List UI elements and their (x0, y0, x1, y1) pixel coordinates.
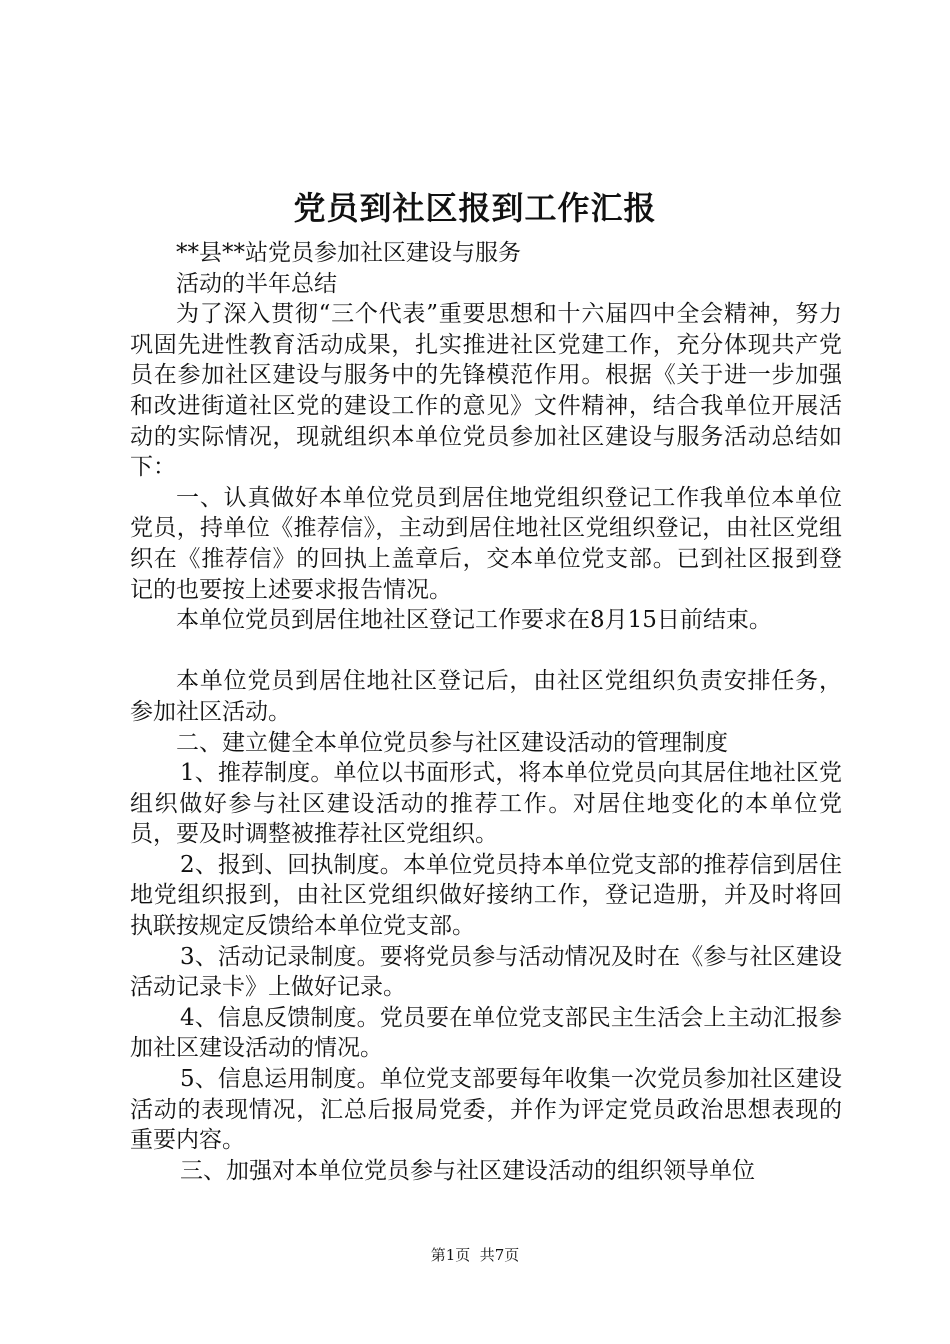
paragraph-after-registration: 本单位党员到居住地社区登记后，由社区党组织负责安排任务，参加社区活动。 (130, 668, 842, 725)
subtitle-line-2: 活动的半年总结 (176, 270, 337, 297)
page-number: 第1页 共7页 (430, 1246, 520, 1264)
paragraph-rule-3: 3、活动记录制度。要将党员参与活动情况及时在《参与社区建设活动记录卡》上做好记录。 (130, 943, 842, 1001)
paragraph-rule-5: 5、信息运用制度。单位党支部要每年收集一次党员参加社区建设活动的表现情况，汇总后报局党委，并作为评定党员政治思想表现的重要内容。 (130, 1066, 842, 1154)
heading-section-2: 二、建立健全本单位党员参与社区建设活动的管理制度 (176, 729, 728, 756)
paragraph-intro: 为了深入贯彻“三个代表”重要思想和十六届四中全会精神，努力巩固先进性教育活动成果，扎实推进社区党建工作，充分体现共产党员在参加社区建设与服务中的先锋模范作用。根据《关于进一步加强和改进街道社区党的建设工作的意见》文件精神，结合我单位开展活动的实际情况，现就组织本单位党员参加社区建设与服务活动总结如下： (130, 301, 842, 481)
document-body (130, 238, 842, 1186)
heading-section-3: 三、加强对本单位党员参与社区建设活动的组织领导单位 (180, 1157, 755, 1184)
paragraph-spacer (130, 636, 842, 667)
document-title: 党员到社区报到工作汇报 (293, 189, 657, 227)
paragraph-rule-2: 2、报到、回执制度。本单位党员持本单位党支部的推荐信到居住地党组织报到，由社区党组织做好接纳工作，登记造册，并及时将回执联按规定反馈给本单位党支部。 (130, 851, 842, 940)
paragraph-section-1: 一、认真做好本单位党员到居住地党组织登记工作我单位本单位党员，持单位《推荐信》，主动到居住地社区党组织登记，由社区党组织在《推荐信》的回执上盖章后，交本单位党支部。已到社区报到登记的也要按上述要求报告情况。 (130, 484, 842, 603)
subtitle-line-1: **县**站党员参加社区建设与服务 (176, 240, 521, 266)
paragraph-rule-1: 1、推荐制度。单位以书面形式，将本单位党员向其居住地社区党组织做好参与社区建设活动的推荐工作。对居住地变化的本单位党员，要及时调整被推荐社区党组织。 (130, 760, 842, 848)
paragraph-rule-4: 4、信息反馈制度。党员要在单位党支部民主生活会上主动汇报参加社区建设活动的情况。 (130, 1004, 842, 1062)
paragraph-deadline: 本单位党员到居住地社区登记工作要求在8月15日前结束。 (176, 607, 772, 634)
